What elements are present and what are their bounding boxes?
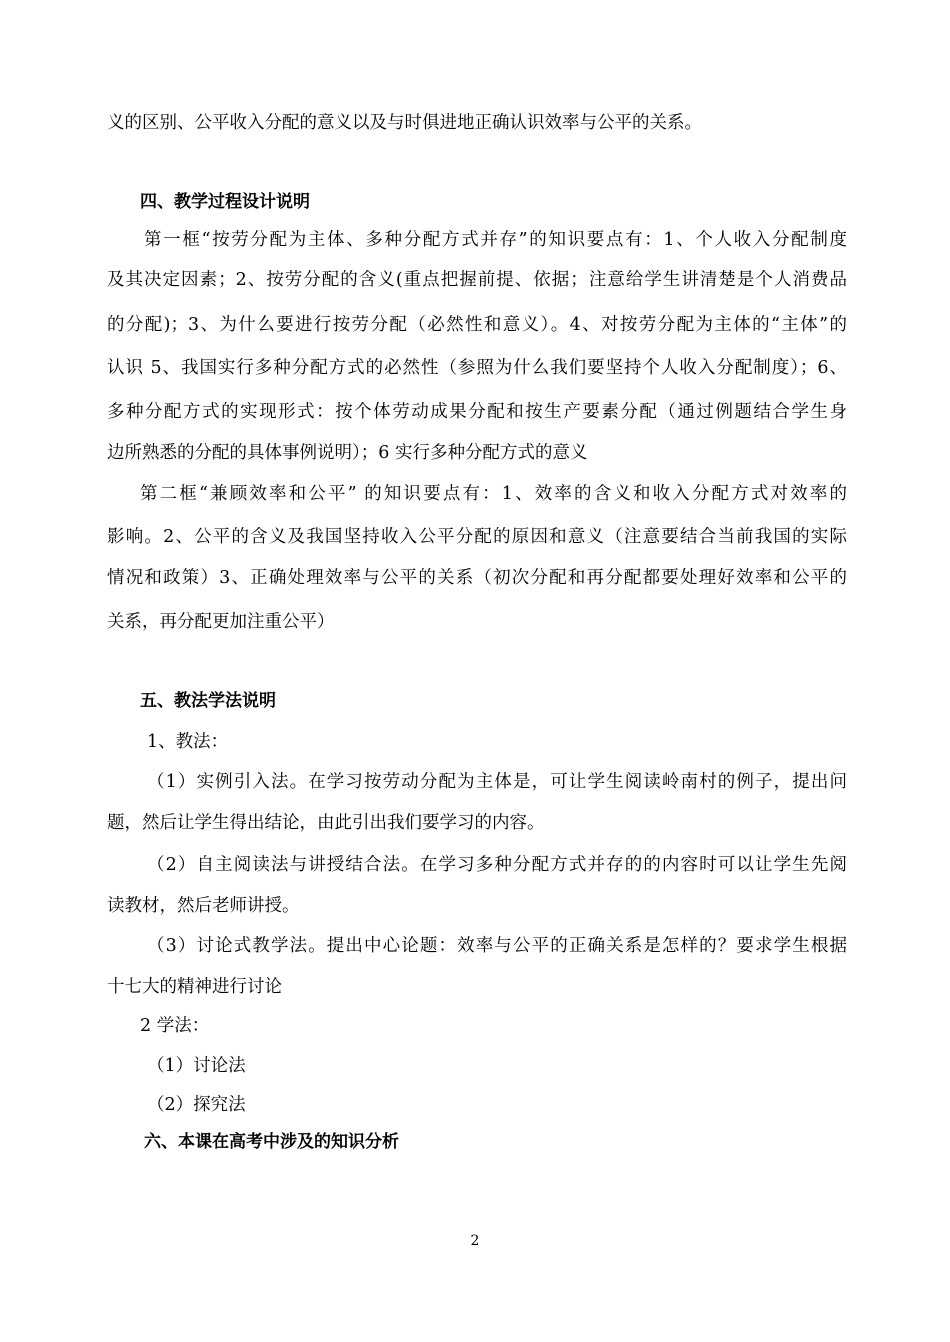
paragraph-line: 第一框“按劳分配为主体、多种分配方式并存”的知识要点有：1、个人收入分配制度: [144, 230, 847, 250]
paragraph-line: 的分配)；3、为什么要进行按劳分配（必然性和意义）。4、对按劳分配为主体的“主体”的: [107, 315, 847, 335]
paragraph-line: 十七大的精神进行讨论: [107, 977, 282, 997]
subheading-learning-method: 2 学法：: [140, 1016, 210, 1036]
paragraph-line: 第二框“兼顾效率和公平” 的知识要点有：1、效率的含义和收入分配方式对效率的: [140, 484, 847, 504]
paragraph-line: 边所熟悉的分配的具体事例说明）；6 实行多种分配方式的意义: [107, 443, 588, 463]
paragraph-line: 情况和政策）3、正确处理效率与公平的关系（初次分配和再分配都要处理好效率和公平的: [107, 568, 847, 588]
paragraph-line: 义的区别、公平收入分配的意义以及与时俱进地正确认识效率与公平的关系。: [107, 113, 702, 133]
page-number: 2: [470, 1233, 480, 1249]
paragraph-line: 影响。2、公平的含义及我国坚持收入公平分配的原因和意义（注意要结合当前我国的实际: [107, 527, 847, 547]
paragraph-line: 读教材，然后老师讲授。: [107, 896, 300, 916]
paragraph-line: 题，然后让学生得出结论，由此引出我们要学习的内容。: [107, 813, 545, 833]
paragraph-line: 关系，再分配更加注重公平）: [107, 612, 335, 632]
paragraph-line: （1）实例引入法。在学习按劳动分配为主体是，可让学生阅读岭南村的例子，提出问: [147, 772, 847, 792]
section-heading-6: 六、本课在高考中涉及的知识分析: [144, 1132, 399, 1152]
paragraph-line: （3）讨论式教学法。提出中心论题：效率与公平的正确关系是怎样的？要求学生根据: [147, 936, 847, 956]
list-item: （2）探究法: [147, 1095, 246, 1115]
section-heading-4: 四、教学过程设计说明: [140, 192, 310, 212]
subheading-teaching-method: 1、教法：: [147, 732, 229, 752]
paragraph-line: 及其决定因素；2、按劳分配的含义(重点把握前提、依据；注意给学生讲清楚是个人消费品: [107, 270, 847, 290]
paragraph-line: （2）自主阅读法与讲授结合法。在学习多种分配方式并存的的内容时可以让学生先阅: [147, 855, 847, 875]
paragraph-line: 认识 5、我国实行多种分配方式的必然性（参照为什么我们要坚持个人收入分配制度）；6、: [107, 358, 847, 378]
paragraph-line: 多种分配方式的实现形式：按个体劳动成果分配和按生产要素分配（通过例题结合学生身: [107, 402, 847, 422]
section-heading-5: 五、教法学法说明: [140, 691, 276, 711]
list-item: （1）讨论法: [147, 1056, 246, 1076]
